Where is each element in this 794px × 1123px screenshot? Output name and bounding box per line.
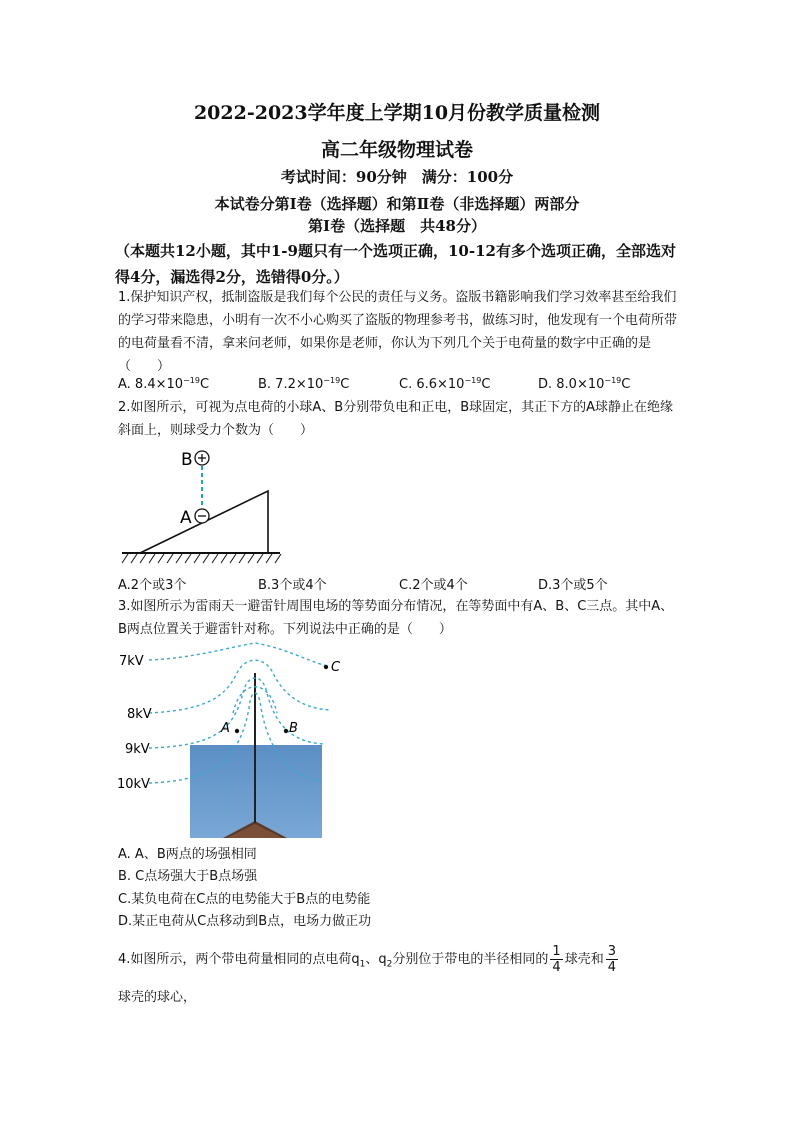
level-10kv: 10kV: [117, 777, 150, 792]
question-2-option-d: D.3个或5个: [538, 578, 608, 593]
point-b-label: B: [289, 721, 298, 736]
question-4-text-end: 球壳的球心，: [118, 990, 197, 1005]
charge-a-label: A: [180, 508, 192, 528]
section-heading: 第Ⅰ卷（选择题 共48分）: [308, 217, 486, 235]
question-3-option-b: B. C点场强大于B点场强: [118, 869, 258, 884]
question-4-text: 4.如图所示，两个带电荷量相同的点电荷$q_1$、$q_2$分别位于带电的半径相同的 $\frac{1}{4}$ 球壳和 $\frac{3}{4}$: [118, 944, 616, 975]
question-1-option-a: A. $8.4\times 10^{-19}C$: [118, 376, 210, 392]
fraction-three-quarter: $\frac{3}{4}$: [607, 944, 616, 975]
question-1-options: [118, 376, 678, 396]
level-9kv: 9kV: [125, 742, 150, 757]
level-8kv: 8kV: [127, 707, 152, 722]
question-3-option-a: A. A、B两点的场强相同: [118, 847, 257, 862]
charge-b-label: B: [181, 450, 193, 470]
level-7kv: 7kV: [119, 654, 144, 669]
exam-parts: 本试卷分第Ⅰ卷（选择题）和第Ⅱ卷（非选择题）两部分: [214, 195, 580, 213]
question-2-text: 2.如图所示，可视为点电荷的小球A、B分别带负电和正电，B球固定，其正下方的A球静止在绝缘斜面上，则球受力个数为（ ）: [118, 400, 674, 438]
question-1-option-b: B. $7.2\times 10^{-19}C$: [258, 376, 350, 392]
exam-info: 考试时间：90分钟 满分：100分: [280, 168, 514, 186]
question-1-option-c: C. $6.6\times 10^{-19}C$: [399, 376, 491, 392]
incline-diagram: [118, 444, 288, 572]
question-1-option-d: D. $8.0\times 10^{-19}C$: [538, 376, 631, 392]
point-a-label: A: [221, 721, 230, 736]
question-2-option-c: C.2个或4个: [399, 578, 468, 593]
question-2-option-b: B.3个或4个: [258, 578, 327, 593]
question-1-text: 1.保护知识产权，抵制盗版是我们每个公民的责任与义务。盗版书籍影响我们学习效率甚至给我们的学习带来隐患，小明有一次不小心购买了盗版的物理参考书，做练习时，他发现有一个电荷所带的电荷量看不清，拿来问老师，如果你是老师，你认为下列几个关于电荷量的数字中正确的是（ ）: [118, 290, 678, 374]
question-3-option-c: C.某负电荷在C点的电势能大于B点的电势能: [118, 892, 371, 907]
exam-subtitle: 高二年级物理试卷: [320, 139, 473, 161]
exam-title: 2022-2023学年度上学期10月份教学质量检测: [193, 102, 601, 124]
question-3-option-d: D.某正电荷从C点移动到B点，电场力做正功: [118, 914, 372, 929]
question-2-options: [118, 574, 678, 594]
section-instruction: （本题共12小题，其中1-9题只有一个选项正确，10-12有多个选项正确，全部选对得4分，漏选得2分，选错得0分。）: [115, 242, 676, 286]
question-2-option-a: A.2个或3个: [118, 578, 187, 593]
fraction-quarter: $\frac{1}{4}$: [552, 944, 561, 975]
question-3-text: 3.如图所示为雷雨天一避雷针周围电场的等势面分布情况，在等势面中有A、B、C三点。其中A、B两点位置关于避雷针对称。下列说法中正确的是（ ）: [118, 599, 674, 637]
point-c-label: C: [331, 660, 341, 675]
lightning-rod-diagram: [115, 638, 365, 840]
